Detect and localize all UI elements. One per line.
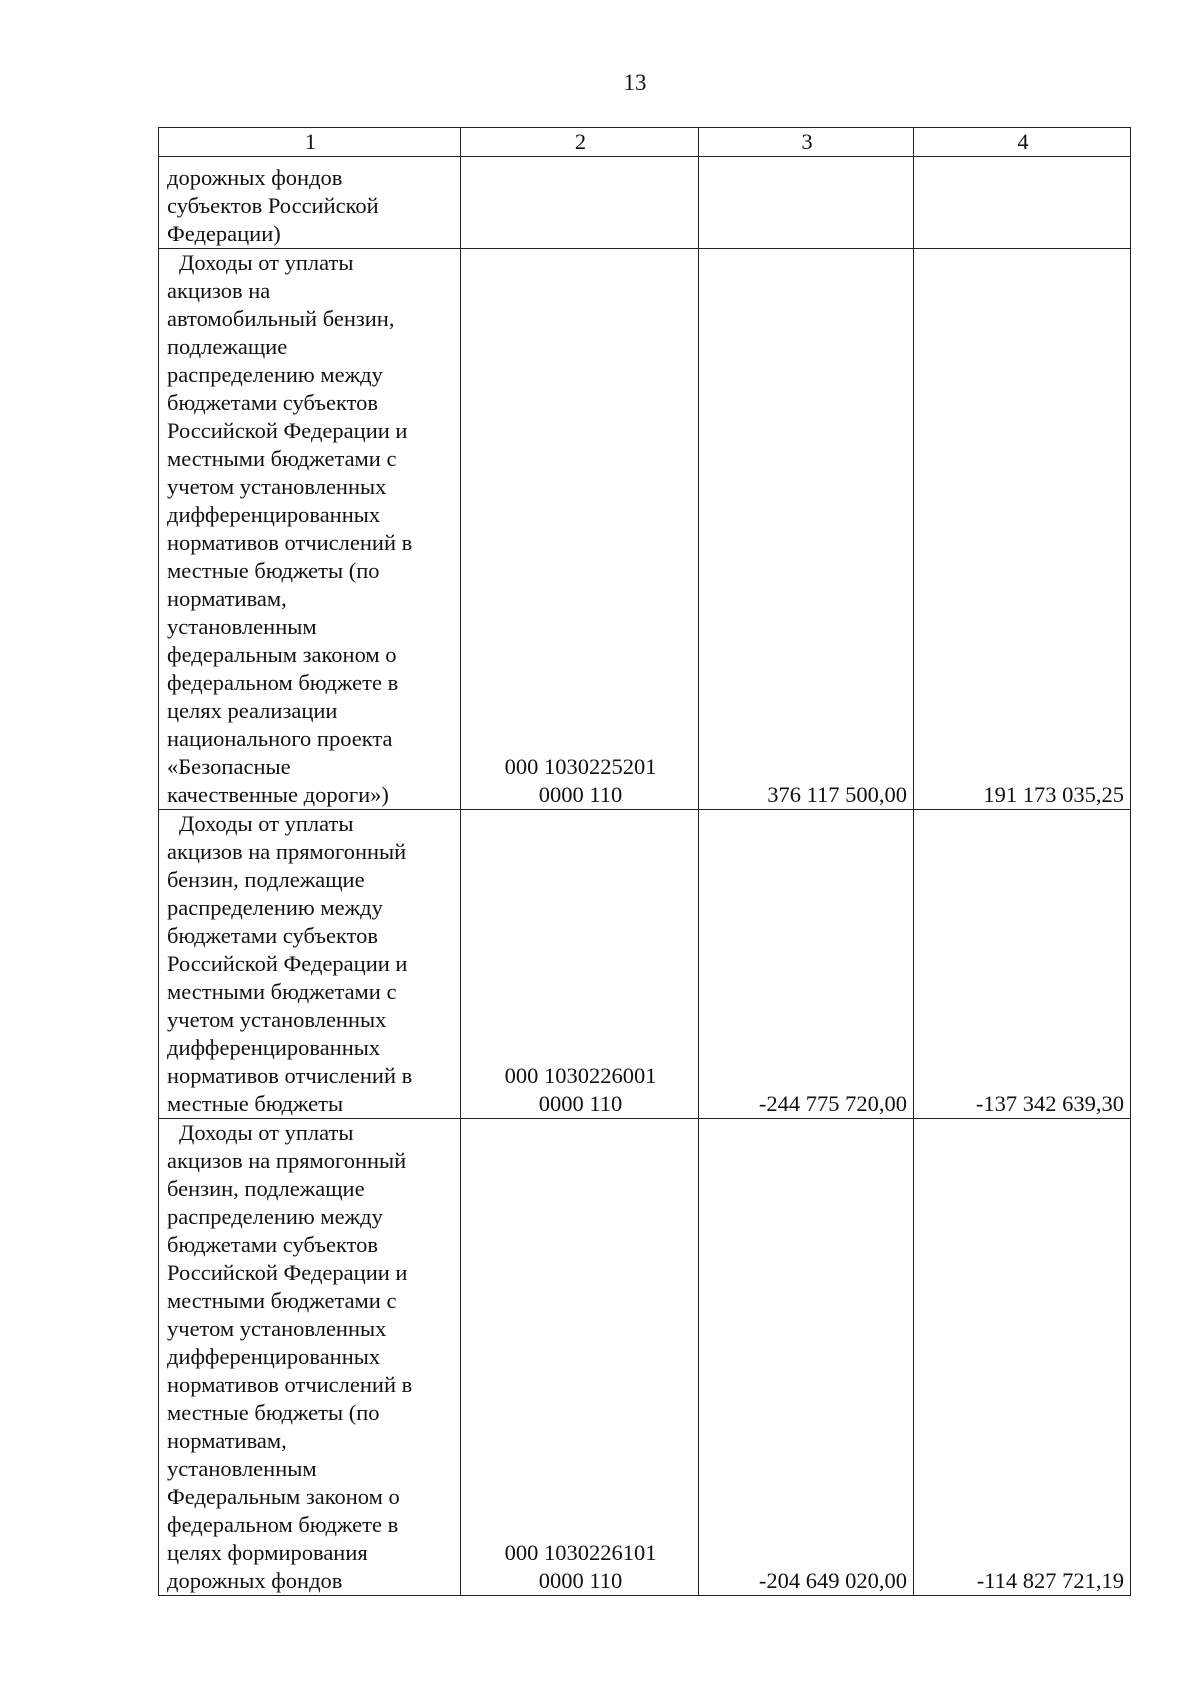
description-line: Доходы от уплаты — [179, 811, 354, 836]
table-row — [159, 157, 1131, 249]
column-header-2: 2 — [461, 128, 699, 157]
row-amount-col4: -137 342 639,30 — [914, 810, 1131, 1119]
description-line: Российской Федерации и — [167, 951, 408, 976]
page-number: 13 — [623, 70, 647, 95]
description-line: федеральным законом о — [167, 642, 397, 667]
row-amount-col3 — [699, 157, 914, 249]
budget-revenue-table — [158, 127, 1131, 1596]
code-line: 000 1030226101 — [504, 1540, 657, 1565]
row-code — [461, 249, 699, 810]
description-line: местными бюджетами с — [167, 1288, 397, 1313]
description-line: учетом установленных — [167, 1316, 387, 1341]
description-line: дифференцированных — [167, 502, 381, 527]
description-line: бензин, подлежащие — [167, 867, 365, 892]
row-amount-col3: -244 775 720,00 — [699, 810, 914, 1119]
description-line: акцизов на прямогонный — [167, 839, 407, 864]
description-line: «Безопасные — [167, 754, 291, 779]
description-line: установленным — [167, 1456, 317, 1481]
description-line: федеральном бюджете в — [167, 1512, 399, 1537]
description-line: распределению между — [167, 1204, 383, 1229]
row-code — [461, 157, 699, 249]
description-line: бюджетами субъектов — [167, 1232, 378, 1257]
code-line: 000 1030225201 — [504, 754, 657, 779]
description-line: дорожных фондов — [167, 165, 343, 190]
description-line: местными бюджетами с — [167, 446, 397, 471]
code-line: 0000 110 — [538, 1091, 623, 1116]
description-line: местными бюджетами с — [167, 979, 397, 1004]
row-description — [159, 1119, 461, 1596]
code-line: 0000 110 — [538, 1568, 623, 1593]
table-row — [159, 249, 1131, 810]
description-line: местные бюджеты (по — [167, 558, 380, 583]
description-line: автомобильный бензин, — [167, 306, 395, 331]
row-description — [159, 157, 461, 249]
description-line: дифференцированных — [167, 1035, 381, 1060]
table-row — [159, 1119, 1131, 1596]
column-header-4: 4 — [914, 128, 1131, 157]
row-amount-col3: -204 649 020,00 — [699, 1119, 914, 1596]
description-line: субъектов Российской — [167, 193, 379, 218]
row-amount-col4 — [914, 157, 1131, 249]
column-header-3: 3 — [699, 128, 914, 157]
description-line: акцизов на — [167, 278, 271, 303]
description-line: дифференцированных — [167, 1344, 381, 1369]
description-line: местные бюджеты — [167, 1091, 344, 1116]
description-line: нормативов отчислений в — [167, 1063, 413, 1088]
description-line: бензин, подлежащие — [167, 1176, 365, 1201]
description-line: учетом установленных — [167, 474, 387, 499]
description-line: целях реализации — [167, 698, 338, 723]
row-amount-col4: -114 827 721,19 — [914, 1119, 1131, 1596]
description-line: Российской Федерации и — [167, 1260, 408, 1285]
row-code — [461, 810, 699, 1119]
row-amount-col3: 376 117 500,00 — [699, 249, 914, 810]
description-line: распределению между — [167, 362, 383, 387]
description-line: подлежащие — [167, 334, 288, 359]
description-line: местные бюджеты (по — [167, 1400, 380, 1425]
row-description — [159, 249, 461, 810]
row-description — [159, 810, 461, 1119]
column-header-1: 1 — [159, 128, 461, 157]
description-line: дорожных фондов — [167, 1568, 343, 1593]
description-line: установленным — [167, 614, 317, 639]
description-line: нормативов отчислений в — [167, 1372, 413, 1397]
description-line: учетом установленных — [167, 1007, 387, 1032]
description-line: акцизов на прямогонный — [167, 1148, 407, 1173]
description-line: Доходы от уплаты — [179, 1120, 354, 1145]
code-line: 0000 110 — [538, 782, 623, 807]
description-line: целях формирования — [167, 1540, 368, 1565]
description-line: Федерации) — [167, 221, 281, 246]
code-line: 000 1030226001 — [504, 1063, 657, 1088]
description-line: Доходы от уплаты — [179, 250, 354, 275]
description-line: распределению между — [167, 895, 383, 920]
description-line: Российской Федерации и — [167, 418, 408, 443]
description-line: нормативов отчислений в — [167, 530, 413, 555]
table-header-row — [159, 128, 1131, 157]
description-line: качественные дороги») — [167, 782, 389, 807]
description-line: бюджетами субъектов — [167, 390, 378, 415]
row-amount-col4: 191 173 035,25 — [914, 249, 1131, 810]
description-line: нормативам, — [167, 586, 287, 611]
description-line: нормативам, — [167, 1428, 287, 1453]
description-line: бюджетами субъектов — [167, 923, 378, 948]
table-row — [159, 810, 1131, 1119]
description-line: национального проекта — [167, 726, 393, 751]
row-code — [461, 1119, 699, 1596]
description-line: федеральном бюджете в — [167, 670, 399, 695]
description-line: Федеральным законом о — [167, 1484, 400, 1509]
